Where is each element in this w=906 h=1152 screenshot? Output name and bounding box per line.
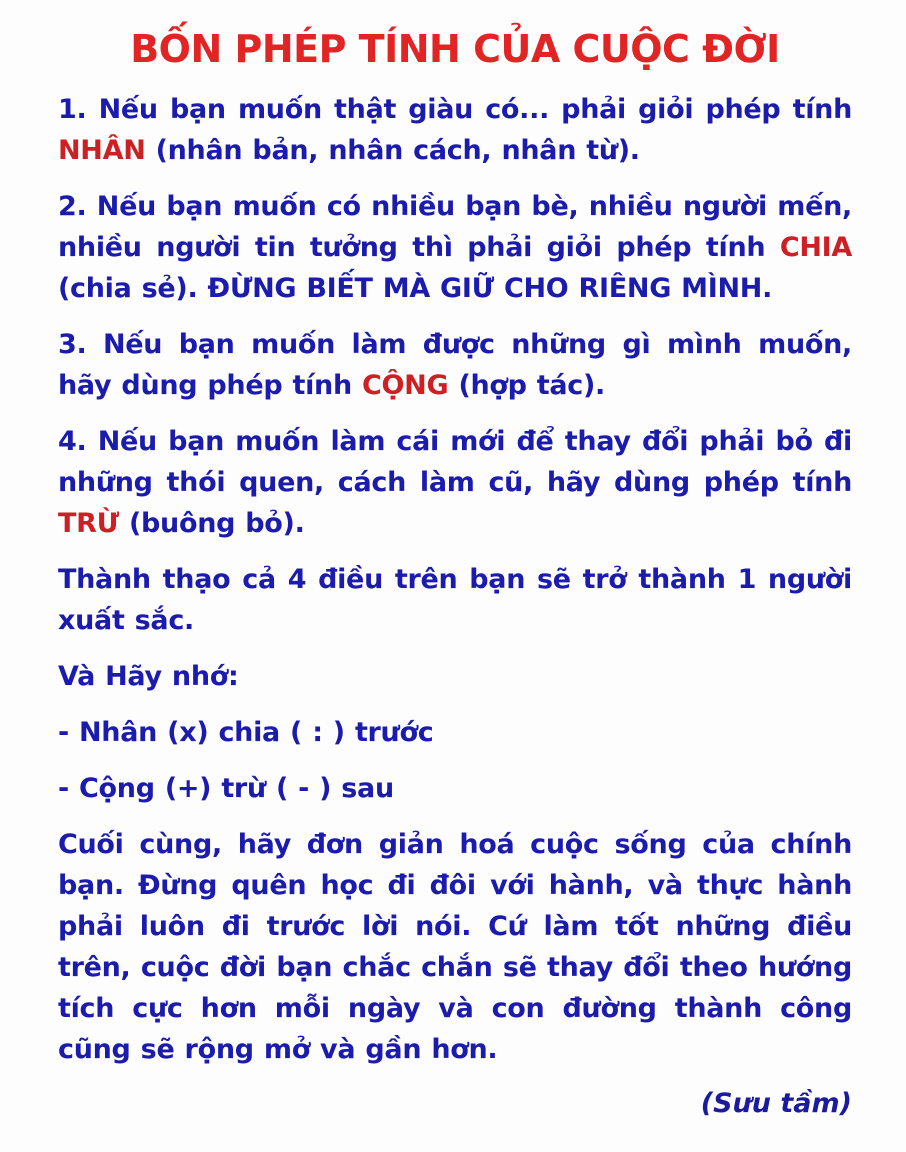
paragraph-list [58, 89, 852, 1070]
highlight-word: CỘNG [362, 369, 449, 401]
text-segment: Cuối cùng, hãy đơn giản hoá cuộc sống của chính bạn. Đừng quên học đi đôi với hành, và thực hành phải luôn đi trước lời nói. Cứ làm tốt những điều trên, cuộc đời bạn chắc chắn sẽ thay đổi theo hướng tích cực hơn mỗi ngày và con đường thành công cũng sẽ rộng mở và gần hơn. [58, 828, 852, 1065]
text-segment: - Cộng (+) trừ ( - ) sau [58, 772, 394, 804]
paragraph [58, 824, 852, 1070]
text-segment: 3. Nếu bạn muốn làm được những gì mình muốn, hãy dùng phép tính [58, 328, 852, 401]
text-segment: (buông bỏ). [118, 507, 305, 539]
paragraph [58, 656, 852, 697]
text-segment: 4. Nếu bạn muốn làm cái mới để thay đổi phải bỏ đi những thói quen, cách làm cũ, hãy dùng phép tính [58, 425, 852, 498]
text-segment: (chia sẻ). ĐỪNG BIẾT MÀ GIỮ CHO RIÊNG MÌNH. [58, 272, 773, 304]
paragraph [58, 421, 852, 544]
paragraph [58, 324, 852, 406]
paragraph [58, 89, 852, 171]
text-segment: Và Hãy nhớ: [58, 660, 239, 692]
paragraph [58, 712, 852, 753]
highlight-word: TRỪ [58, 507, 119, 539]
text-segment: (nhân bản, nhân cách, nhân từ). [145, 134, 640, 166]
highlight-word: NHÂN [58, 134, 146, 166]
paragraph [58, 768, 852, 809]
document-title: BỐN PHÉP TÍNH CỦA CUỘC ĐỜI [130, 27, 780, 71]
text-segment: 2. Nếu bạn muốn có nhiều bạn bè, nhiều người mến, nhiều người tin tưởng thì phải giỏi phép tính [58, 190, 852, 263]
text-segment: Thành thạo cả 4 điều trên bạn sẽ trở thành 1 người xuất sắc. [58, 563, 852, 636]
text-segment: 1. Nếu bạn muốn thật giàu có... phải giỏi phép tính [58, 93, 852, 125]
text-segment: (hợp tác). [448, 369, 606, 401]
paragraph [58, 559, 852, 641]
credit-line: (Sưu tầm) [700, 1087, 852, 1119]
paragraph [58, 186, 852, 309]
text-segment: - Nhân (x) chia ( : ) trước [58, 716, 434, 748]
highlight-word: CHIA [779, 231, 852, 263]
